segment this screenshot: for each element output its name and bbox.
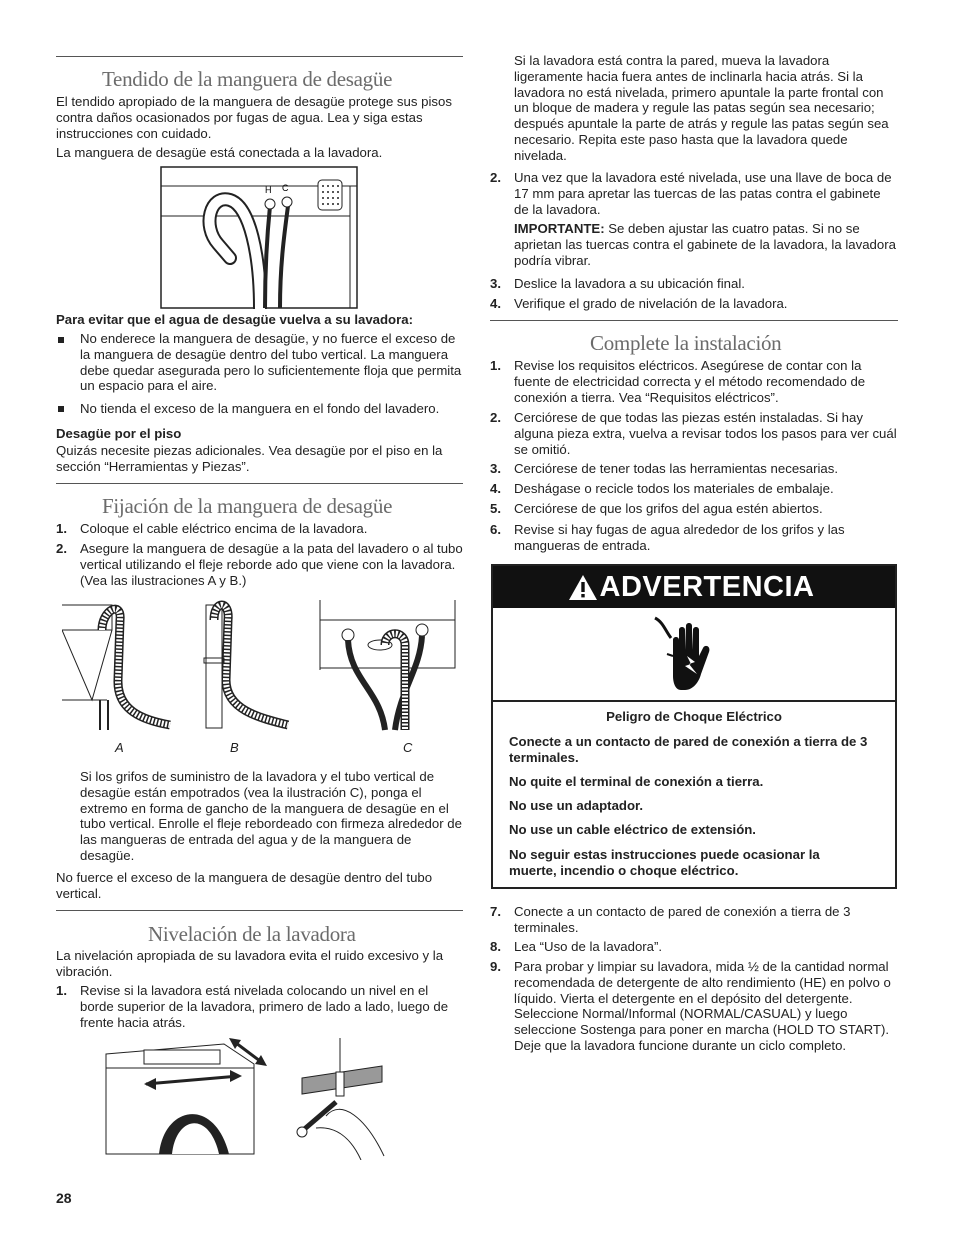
illustration-c	[310, 600, 460, 735]
paragraph: La manguera de desagüe está conectada a la lavadora.	[56, 145, 383, 160]
figure-label-c: C	[403, 740, 413, 755]
step-text: Una vez que la lavadora esté nivelada, use una llave de boca de 17 mm para apretar las tuercas de las patas contra el gabinete de la lavadora.	[514, 170, 892, 217]
hazard-title: Peligro de Choque Eléctrico	[606, 709, 782, 724]
paragraph: Si los grifos de suministro de la lavadora y el tubo vertical de desagüe están empotrados (vea la ilustración C), ponga el extremo en forma de gancho de la manguera de desagüe en el tubo vertical. Enrolle el fleje rebordeado con firmeza alrededor de las mangueras de entrada del agua y de la manguera de desagüe.	[80, 769, 462, 863]
step-text: Coloque el cable eléctrico encima de la lavadora.	[80, 521, 368, 536]
step-number: 1.	[56, 983, 67, 998]
warning-box	[491, 564, 897, 889]
step-text: Para probar y limpiar su lavadora, mida ½ de la cantidad normal recomendada de detergente de alto rendimiento (HE) en polvo o líquido. Vierta el detergente en el depósito del detergente. Seleccione Normal/Informal (NORMAL/CASUAL) y luego seleccione Sostenga para poner en marcha (HOLD TO START). Deje que la lavadora funcione durante un ciclo completo.	[514, 959, 891, 1053]
cold-label: C	[282, 183, 289, 193]
paragraph: El tendido apropiado de la manguera de desagüe protege sus pisos contra daños ocasionados por fugas de agua. Lea y siga estas instrucciones con cuidado.	[56, 94, 452, 141]
section-rule	[490, 320, 898, 321]
step-number: 8.	[490, 939, 501, 954]
warning-line: No use un adaptador.	[509, 798, 644, 813]
warning-line: No use un cable eléctrico de extensión.	[509, 822, 756, 837]
important-label: IMPORTANTE:	[514, 221, 605, 236]
step-number: 7.	[490, 904, 501, 919]
step-text: Deshágase o recicle todos los materiales de embalaje.	[514, 481, 834, 496]
step-text: Revise si hay fugas de agua alrededor de los grifos y las mangueras de entrada.	[514, 522, 845, 553]
step-number: 5.	[490, 501, 501, 516]
step-text: Asegure la manguera de desagüe a la pata del lavadero o al tubo vertical utilizando el fleje reborde ado que viene con la lavadora. (Vea las ilustraciones A y B.)	[80, 541, 463, 588]
step-number: 4.	[490, 296, 501, 311]
bullet	[58, 337, 64, 343]
paragraph: Si la lavadora está contra la pared, mueva la lavadora ligeramente hacia fuera antes de inclinarla hacia atrás. Si la lavadora no está nivelada, primero apuntale la parte frontal con un bloque de madera y regule las patas según sea necesario; después apuntale la parte de atrás y regule las patas según sea necesario. Repita este paso hasta que la lavadora quede nivelada.	[514, 53, 889, 163]
hot-label: H	[265, 185, 272, 195]
electric-shock-hand-icon	[653, 616, 719, 692]
bullet	[58, 406, 64, 412]
section-title-leveling: Nivelación de la lavadora	[148, 922, 356, 946]
section-title-securing-hose: Fijación de la manguera de desagüe	[102, 494, 393, 518]
step-text: Revise los requisitos eléctricos. Asegúrese de contar con la fuente de electricidad correcta y el método recomendado de conexión a tierra. Vea “Requisitos eléctricos”.	[514, 358, 866, 405]
step-number: 2.	[56, 541, 67, 556]
section-rule	[56, 910, 463, 911]
step-number: 4.	[490, 481, 501, 496]
level-check-illustration	[104, 1036, 274, 1156]
figure-label-a: A	[115, 740, 124, 755]
step-number: 2.	[490, 410, 501, 425]
step-text: Verifique el grado de nivelación de la lavadora.	[514, 296, 788, 311]
section-title-drain-hose-routing: Tendido de la manguera de desagüe	[102, 67, 393, 91]
step-number: 3.	[490, 461, 501, 476]
illustration-b	[200, 600, 292, 735]
warning-line: Conecte a un contacto de pared de conexión a tierra de 3 terminales.	[509, 734, 868, 765]
bullet-text: No enderece la manguera de desagüe, y no fuerce el exceso de la manguera de desagüe dentro del tubo vertical. La manguera debe quedar asegurada pero lo suficientemente floja que permita un espacio para el aire.	[80, 331, 462, 394]
figure-label-b: B	[230, 740, 239, 755]
paragraph: No fuerce el exceso de la manguera de desagüe dentro del tubo vertical.	[56, 870, 433, 901]
step-number: 3.	[490, 276, 501, 291]
paragraph: Quizás necesite piezas adicionales. Vea desagüe por el piso en la sección “Herramientas y Piezas”.	[56, 443, 443, 474]
section-rule	[56, 56, 463, 57]
step-text: Deslice la lavadora a su ubicación final.	[514, 276, 745, 291]
important-note	[514, 221, 898, 268]
paragraph: La nivelación apropiada de su lavadora evita el ruido excesivo y la vibración.	[56, 948, 444, 979]
page-number: 28	[56, 1190, 72, 1206]
warning-line: No quite el terminal de conexión a tierra.	[509, 774, 764, 789]
warning-separator	[493, 700, 895, 702]
warning-title: ADVERTENCIA	[599, 571, 815, 603]
section-title-complete-installation: Complete la instalación	[590, 331, 782, 355]
step-number: 2.	[490, 170, 501, 185]
floor-drain-heading: Desagüe por el piso	[56, 426, 182, 441]
illustration-a	[62, 600, 174, 735]
section-rule	[56, 483, 463, 484]
step-text: Conecte a un contacto de pared de conexión a tierra de 3 terminales.	[514, 904, 851, 935]
step-text: Cerciórese de que los grifos del agua estén abiertos.	[514, 501, 823, 516]
step-number: 1.	[56, 521, 67, 536]
important-text: Se deben ajustar las cuatro patas. Si no se aprietan las tuercas contra el gabinete de la lavadora, la lavadora podría vibrar.	[514, 221, 896, 268]
prevent-heading: Para evitar que el agua de desagüe vuelva a su lavadora:	[56, 312, 413, 327]
drain-hose-illustration	[160, 166, 362, 309]
step-number: 9.	[490, 959, 501, 974]
bullet-text: No tienda el exceso de la manguera en el fondo del lavadero.	[80, 401, 440, 416]
step-number: 6.	[490, 522, 501, 537]
warning-line: No seguir estas instrucciones puede ocasionar la muerte, incendio o choque eléctrico.	[509, 847, 820, 878]
wrench-foot-illustration	[296, 1038, 386, 1160]
step-number: 1.	[490, 358, 501, 373]
step-text: Revise si la lavadora está nivelada colocando un nivel en el borde superior de la lavadora, primero de lado a lado, luego de frente hacia atrás.	[80, 983, 449, 1030]
step-text: Lea “Uso de la lavadora”.	[514, 939, 663, 954]
step-text: Cerciórese de tener todas las herramientas necesarias.	[514, 461, 838, 476]
step-text: Cerciórese de que todas las piezas estén instaladas. Si hay alguna pieza extra, vuelva a revisar todos los pasos para ver cuál se omitió.	[514, 410, 897, 457]
